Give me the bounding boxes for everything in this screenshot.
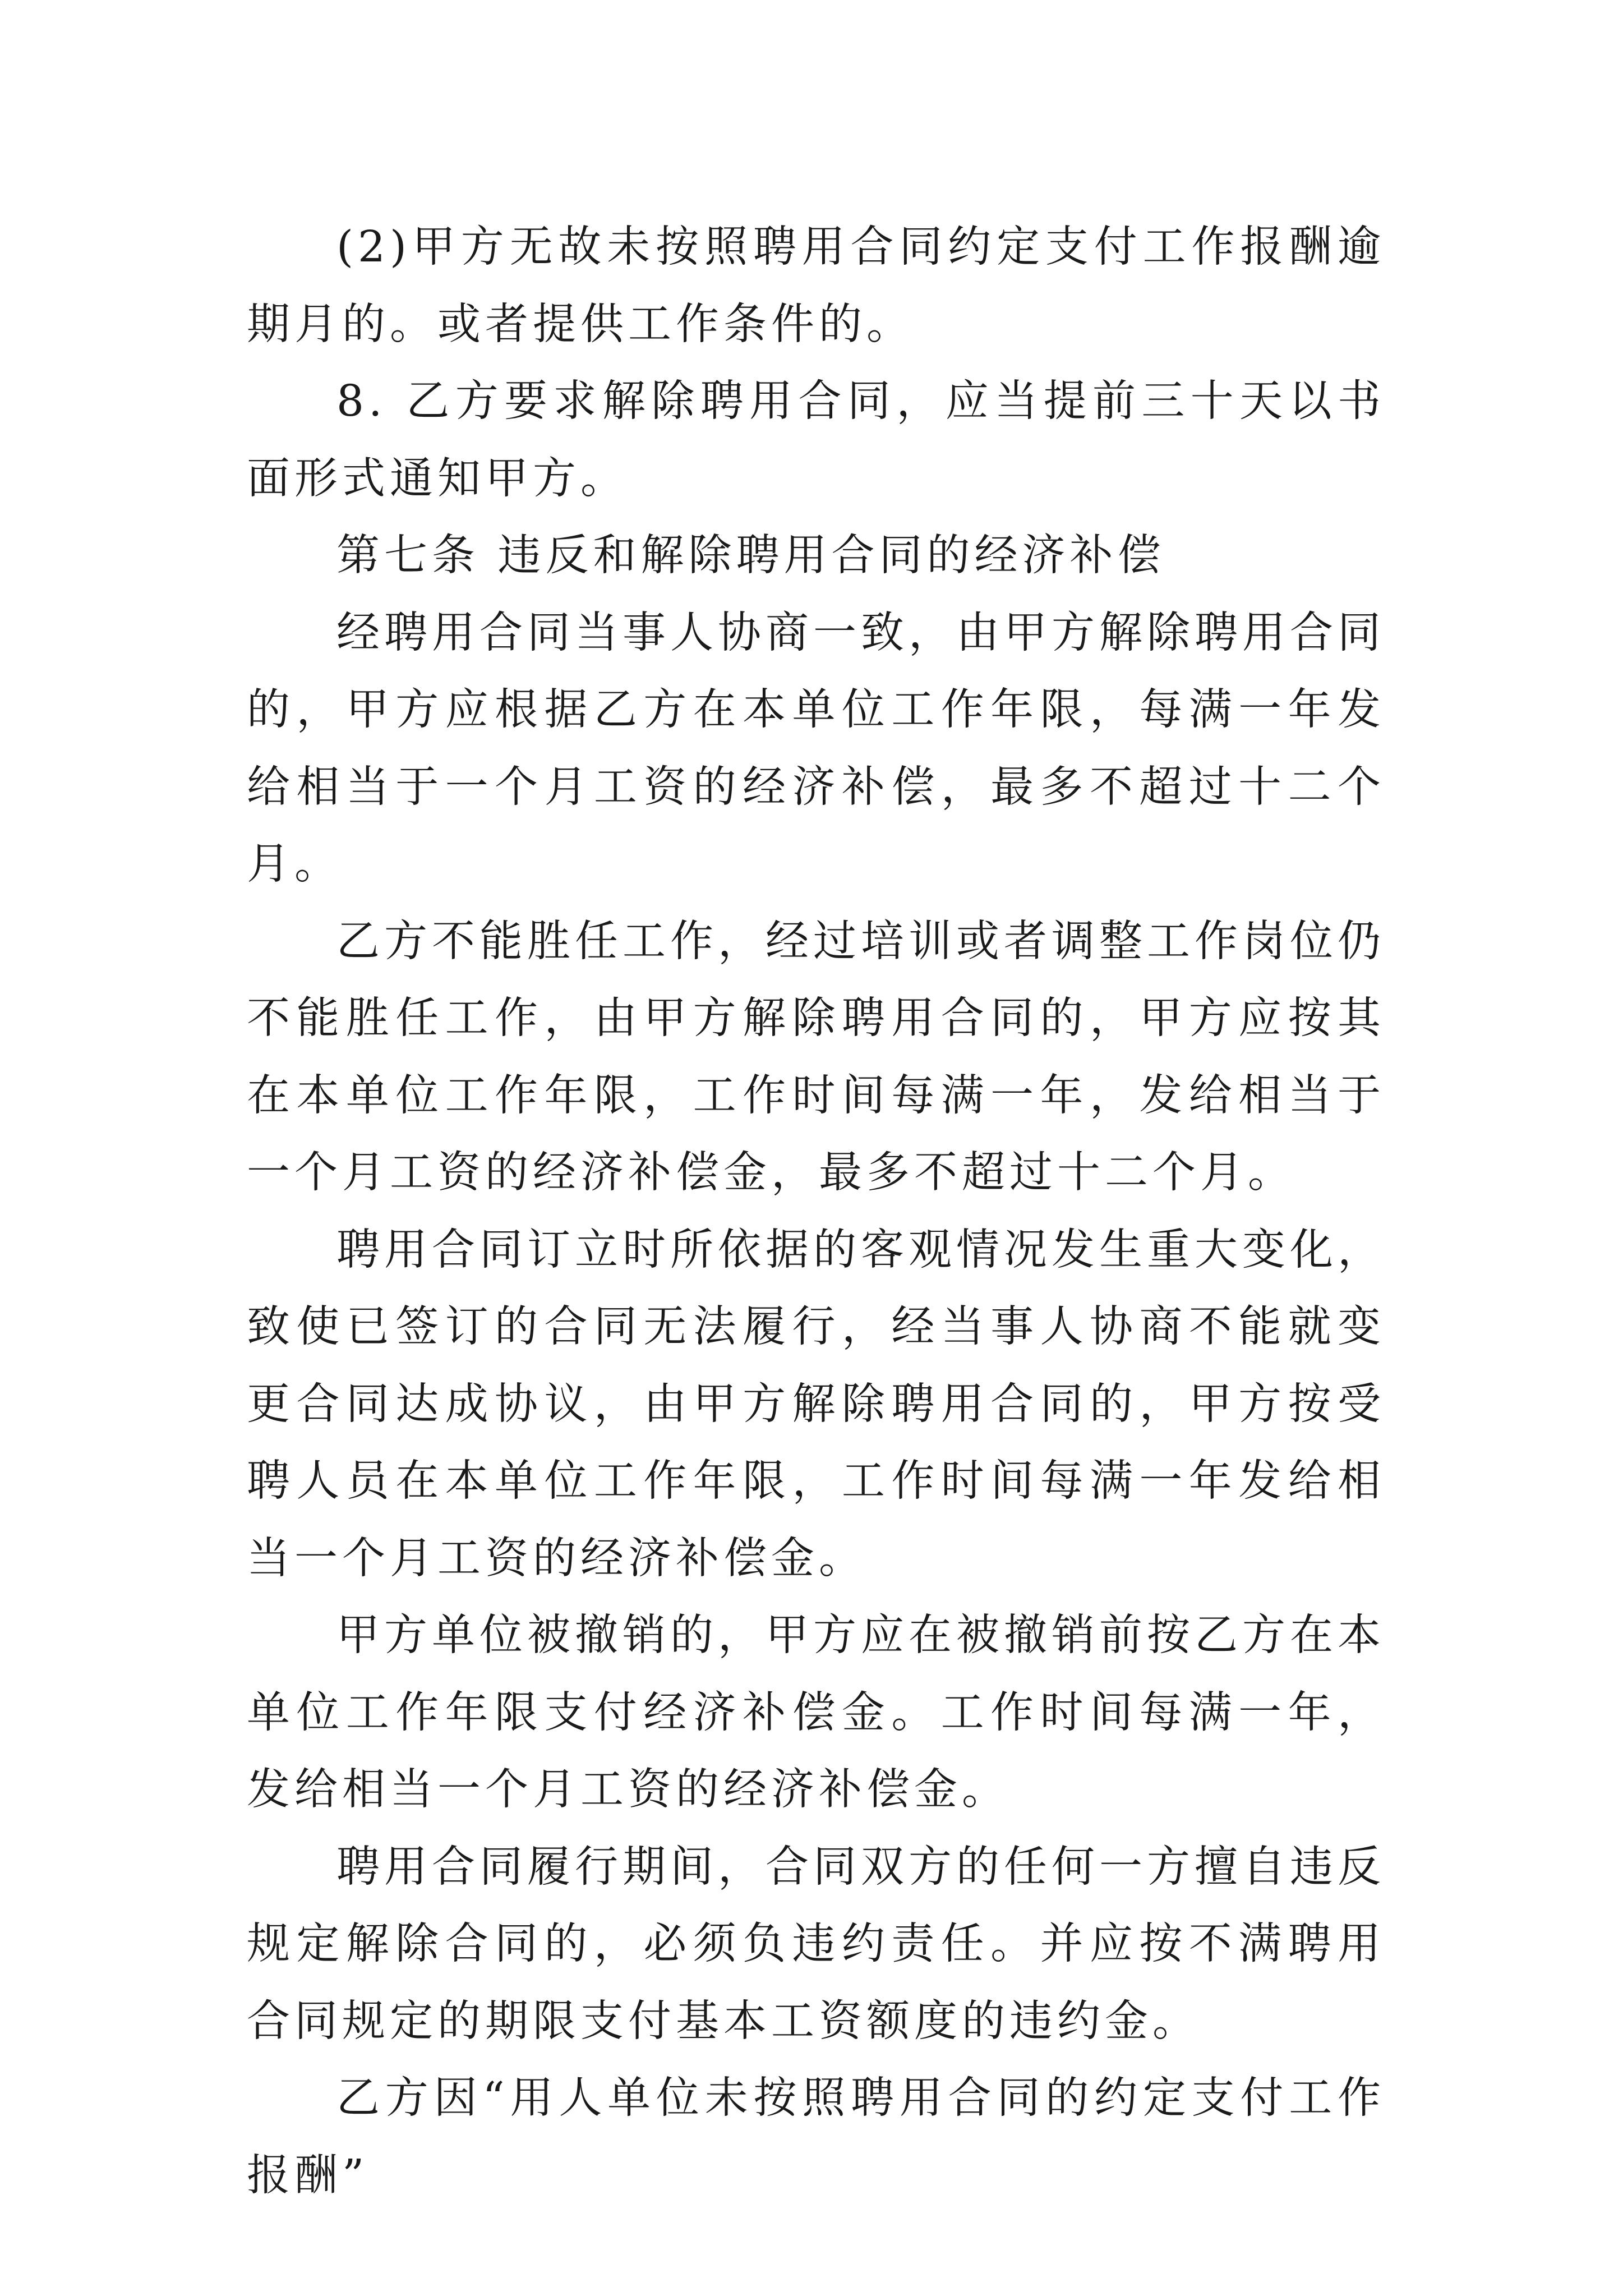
- paragraph-incompetence: 乙方不能胜任工作，经过培训或者调整工作岗位仍不能胜任工作，由甲方解除聘用合同的，甲方应按其在本单位工作年限，工作时间每满一年，发给相当于一个月工资的经济补偿金，最多不超过十二个月。: [247, 916, 1385, 1198]
- paragraph-circumstance-change: 聘用合同订立时所依据的客观情况发生重大变化，致使已签订的合同无法履行，经当事人协商不能就变更合同达成协议，由甲方解除聘用合同的，甲方按受聘人员在本单位工作年限，工作时间每满一年发给相当一个月工资的经济补偿金。: [247, 1225, 1385, 1584]
- paragraph-unpaid-remuneration: 乙方因“用人单位未按照聘用合同的约定支付工作报酬”: [247, 2073, 1385, 2201]
- paragraph-item-8: 8. 乙方要求解除聘用合同，应当提前三十天以书面形式通知甲方。: [247, 376, 1385, 504]
- paragraph-unit-revoked: 甲方单位被撤销的，甲方应在被撤销前按乙方在本单位工作年限支付经济补偿金。工作时间每满一年，发给相当一个月工资的经济补偿金。: [247, 1611, 1385, 1815]
- article-7-heading: 第七条 违反和解除聘用合同的经济补偿: [336, 531, 1165, 581]
- paragraph-item-2: (2)甲方无故未按照聘用合同约定支付工作报酬逾期月的。或者提供工作条件的。: [247, 222, 1385, 349]
- paragraph-mutual-agreement: 经聘用合同当事人协商一致，由甲方解除聘用合同的，甲方应根据乙方在本单位工作年限，每满一年发给相当于一个月工资的经济补偿，最多不超过十二个月。: [247, 608, 1385, 889]
- paragraph-breach-liability: 聘用合同履行期间，合同双方的任何一方擅自违反规定解除合同的，必须负违约责任。并应按不满聘用合同规定的期限支付基本工资额度的违约金。: [247, 1842, 1385, 2046]
- document-body: [247, 209, 1385, 2214]
